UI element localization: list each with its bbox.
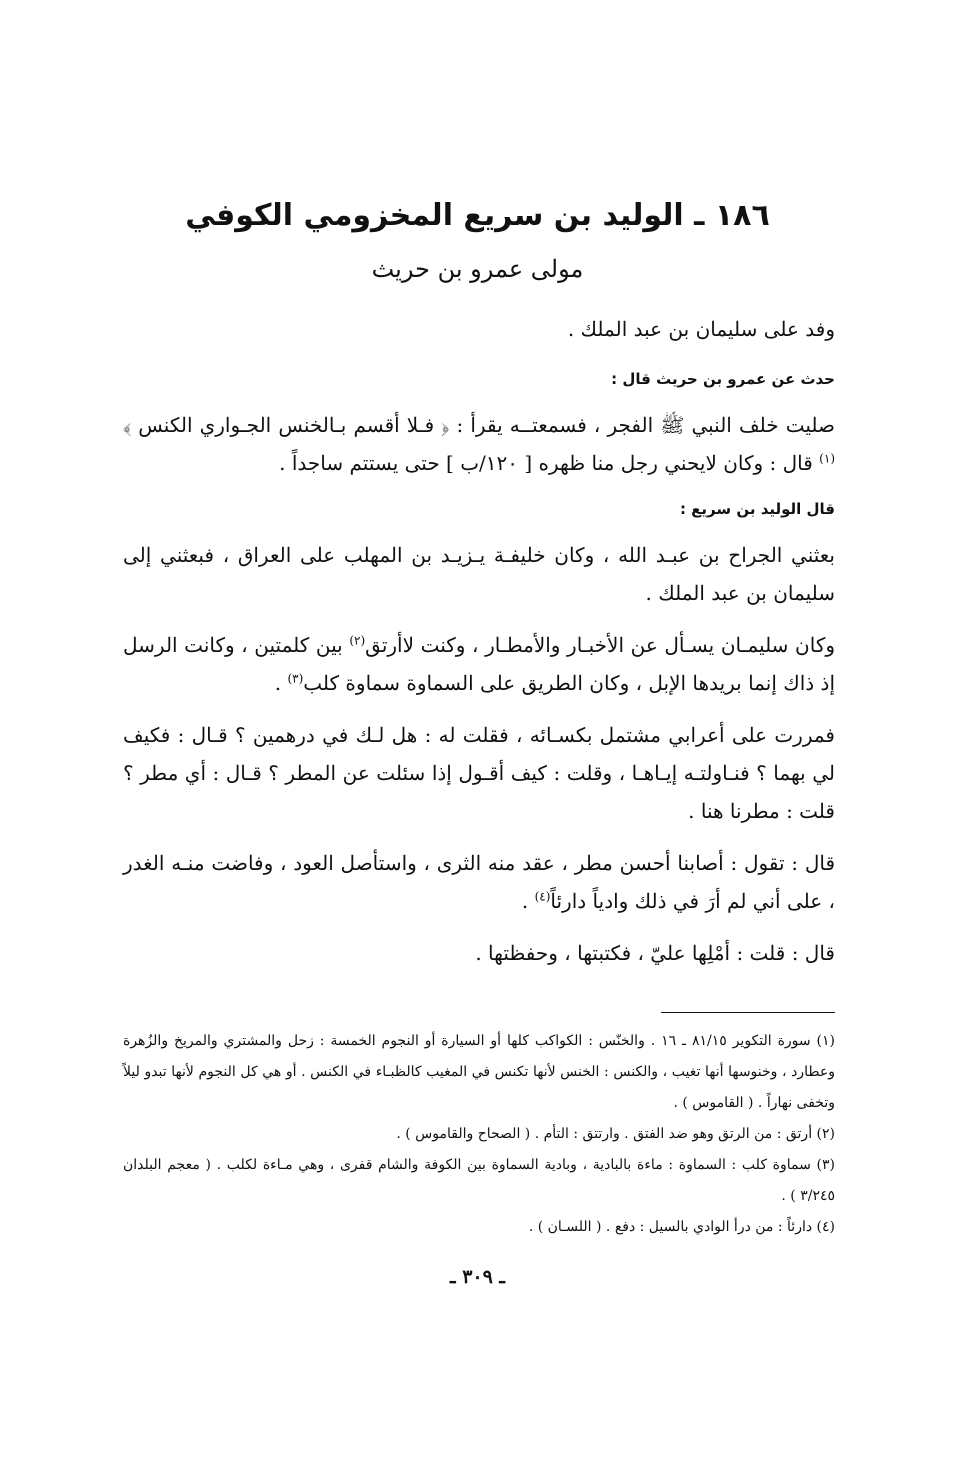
footnote-4: (٤) دارئاً : من درأ الوادي بالسيل : دفع . ( اللسـان ) .: [528, 1219, 835, 1235]
paragraph-2-text-b: قال : وكان لايحني رجل منا ظهره [ ١٢٠/ب ] حتى يستتم ساجداً .: [279, 451, 820, 475]
footnote-1: (١) سورة التكوير ٨١/١٥ ـ ١٦ . والخنّس : الكواكب كلها أو السيارة أو النجوم الخمسة : زحل والمشتري والمريخ والزُهرة وعطارد ، وخنوسها أنها تغيب ، والكنس : الخنس لأنها تكنس في المغيب كالظبـاء في الكنس . أو هي كل النجوم لأنها تبدو ليلاً وتخفى نهاراً . ( القاموس ) .: [123, 1033, 835, 1111]
paragraph-5: فمررت على أعرابي مشتمل بكسـائه ، فقلت له : هل لـك في درهمين ؟ قـال : فكيف لي بهما ؟ فنـاولتـه إيـاهـا ، وقلت : كيف أقـول إذا سئلت عن المطر ؟ قـال : أي مطر ؟ قلت : مطرنا هنا .: [123, 723, 836, 823]
footnote-ref-1: (١): [819, 451, 835, 466]
paragraph-7: قال : قلت : أمْلِها عليّ ، فكتبتها ، وحفظتها .: [475, 941, 835, 965]
paragraph-6-text-b: .: [521, 889, 535, 913]
paragraph-4: [123, 626, 835, 702]
page-number: ـ ٣٠٩ ـ: [450, 1266, 505, 1288]
footnote-ref-4: (٤): [534, 889, 551, 904]
narrator-line-1: حدث عن عمرو بن حريث قال :: [611, 370, 835, 388]
page-title: ١٨٦ ـ الوليد بن سريع المخزومي الكوفي: [185, 198, 770, 233]
paragraph-4-text-b: بين كلمتين ، وكانت الرسل إذ ذاك إنما بريدها الإبل ، وكان الطريق على السماوة سماوة كلب: [123, 633, 835, 695]
paragraph-2-text-a: صليت خلف النبي ﷺ الفجر ، فسمعتــه يقرأ : ﴿ فـلا أقسم بـالخنس الجـواري الكنس ﴾: [123, 413, 835, 437]
paragraph-6-text-a: قال : تقول : أصابنا أحسن مطر ، عقد منه الثرى ، واستأصل العود ، وفاضت منـه الغدر ، على أني لم أرَ في ذلك وادياً دارئاً: [123, 851, 835, 913]
paragraph-6: [123, 844, 835, 920]
footnote-2: (٢) أرتق : من الرتق وهو ضد الفتق . وارتتق : التأم . ( الصحاح والقاموس ) .: [396, 1126, 835, 1142]
main-text: [123, 310, 835, 986]
paragraph-2: [123, 406, 835, 482]
page-subtitle: مولى عمرو بن حريث: [371, 255, 584, 283]
footnote-ref-2: (٢): [349, 633, 366, 648]
paragraph-4-text-c: .: [274, 671, 288, 695]
narrator-line-2: قال الوليد بن سريع :: [679, 500, 835, 518]
footnote-ref-3: (٣): [287, 671, 304, 686]
paragraph-4-text-a: وكان سليمـان يسـأل عن الأخبـار والأمطـار ، وكنت لاأرتق: [365, 633, 835, 657]
footnotes: [123, 1026, 835, 1243]
paragraph-1: وفد على سليمان بن عبد الملك .: [567, 317, 835, 341]
paragraph-3: بعثني الجراح بن عبـد الله ، وكان خليفـة يـزيـد بن المهلب على العراق ، فبعثني إلى سليمان بن عبد الملك .: [123, 543, 835, 605]
footnote-3: (٣) سماوة كلب : السماوة : ماءة بالبادية ، وبادية السماوة بين الكوفة والشام قفرى ، وهي مـاءة لكلب . ( معجم البلدان ٣/٢٤٥ ) .: [123, 1157, 835, 1204]
footnote-divider: [661, 1012, 835, 1013]
